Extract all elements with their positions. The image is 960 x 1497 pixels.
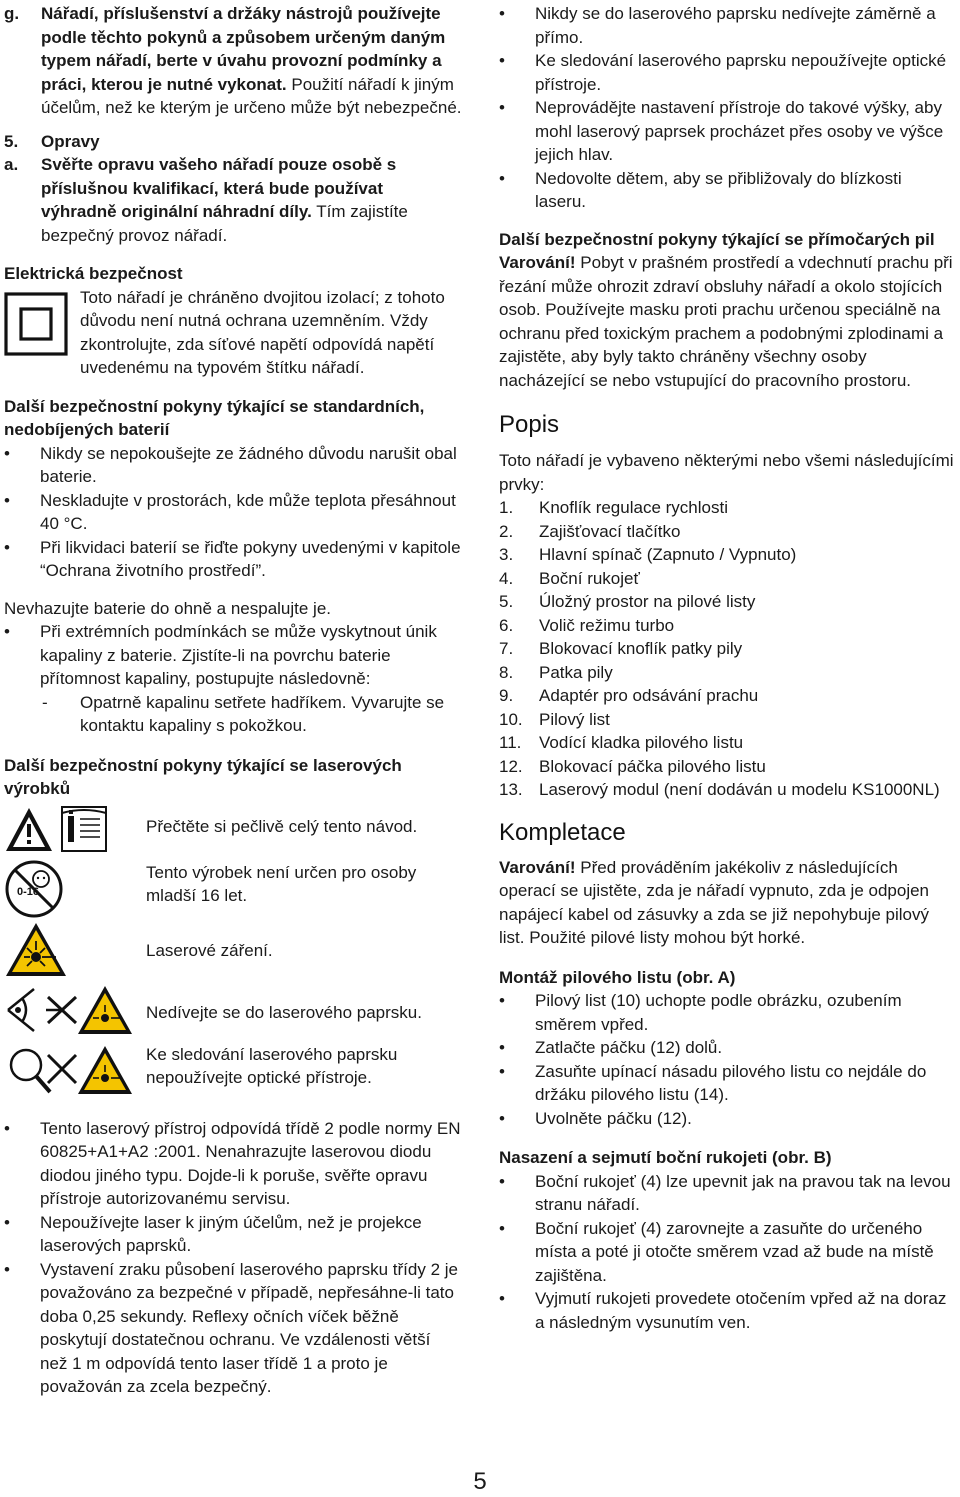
parts-list-number: 8.: [499, 662, 514, 682]
parts-list-number: 13.: [499, 780, 523, 799]
side-handle-heading: Nasazení a sejmutí boční rukojeti (obr. B): [499, 1148, 832, 1167]
description-heading: Popis: [499, 411, 560, 438]
bullet-marker: •: [4, 490, 10, 510]
parts-list-item: [499, 778, 957, 802]
assembly-warning: [499, 856, 957, 950]
parts-list-label: Zajišťovací tlačítko: [539, 521, 681, 541]
laser-bullet: [499, 96, 957, 167]
parts-list-label: Adaptér pro odsávání prachu: [539, 686, 759, 705]
bullet-text: Boční rukojeť (4) lze upevnit jak na pravou tak na levou stranu nářadí.: [535, 1171, 951, 1214]
description-intro: Toto nářadí je vybaveno některými nebo všemi následujícími prvky:: [499, 451, 954, 494]
parts-list-label: Pilový list: [539, 709, 610, 729]
blade-mount-bullet: [499, 1107, 957, 1131]
parts-list-item: [499, 755, 957, 779]
bullet-marker: •: [499, 1108, 505, 1128]
electric-safety-heading: Elektrická bezpečnost: [4, 264, 183, 283]
laser-icon-text: Tento výrobek není určen pro osoby mladší 16 let.: [146, 862, 417, 905]
parts-list-number: 10.: [499, 709, 523, 729]
bullet-marker: •: [499, 1061, 505, 1081]
parts-list-item: [499, 590, 957, 614]
laser-icon-row: [4, 859, 462, 921]
bullet-text: Ke sledování laserového paprsku nepoužívejte optické přístroje.: [535, 51, 947, 94]
laser-icon-row: [4, 805, 462, 859]
warning-text: Pobyt v prašném prostředí a vdechnutí prachu při řezání může ohrozit zdraví obsluhy nářadí a okolo stojících osob. Používejte masku proti prachu určenou speciálně na ochranu před toxickým prachem a podobnými zplodinami a zajistěte, aby byly takto chráněny všechny osoby nacházející se nebo vstupující do pracovního prostoru.: [499, 253, 953, 390]
laser-bullet: [499, 49, 957, 96]
laser-bullet: [4, 1211, 462, 1258]
bullet-marker: •: [499, 168, 505, 188]
blade-mount-heading: Montáž pilového listu (obr. A): [499, 967, 736, 987]
parts-list-number: 9.: [499, 686, 514, 705]
rule-a-bold: Svěřte opravu vašeho nářadí pouze osobě s příslušnou kvalifikací, která bude používat výhradně originální náhradní díly.: [41, 155, 397, 221]
warning-label: Varování!: [499, 253, 576, 272]
bullet-marker: •: [499, 1218, 505, 1238]
parts-list-number: 5.: [499, 592, 514, 611]
section-title: Opravy: [41, 131, 100, 151]
bullet-marker: •: [499, 991, 505, 1010]
bullet-text: Zatlačte páčku (12) dolů.: [535, 1038, 723, 1057]
rule-g: [4, 2, 462, 120]
dash-text: Opatrně kapalinu setřete hadříkem. Vyvarujte se kontaktu kapaliny s pokožkou.: [80, 692, 445, 735]
blade-mount-bullet: [499, 1036, 957, 1060]
parts-list: [499, 496, 957, 802]
bullet-marker: •: [4, 622, 10, 641]
parts-list-number: 4.: [499, 568, 514, 588]
parts-list-label: Blokovací páčka pilového listu: [539, 756, 766, 776]
parts-list-item: [499, 661, 957, 685]
bullet-marker: •: [4, 1212, 10, 1232]
parts-list-number: 1.: [499, 498, 514, 517]
parts-list-label: Hlavní spínač (Zapnuto / Vypnuto): [539, 545, 797, 564]
section-repairs: [4, 130, 462, 154]
laser-icon-row: [4, 921, 462, 983]
laser-icon-row: [4, 983, 462, 1043]
battery-leak-bullet: [4, 620, 462, 691]
rule-g-bold: Nářadí, příslušenství a držáky nástrojů používejte podle těchto pokynů a způsobem určeným daným typem nářadí, berte v úvahu provozní podmínky a práci, kterou je nutné vykonat.: [41, 4, 446, 94]
laser-icon-text: Ke sledování laserového paprsku nepoužívejte optické přístroje.: [146, 1044, 398, 1087]
electric-safety-block: [4, 286, 462, 380]
battery-fire-note: Nevhazujte baterie do ohně a nespalujte je.: [4, 598, 332, 618]
bullet-text: Při extrémních podmínkách se může vyskytnout únik kapaliny z baterie. Zjistíte-li na povrchu baterie přítomnost kapaliny, postupujte následovně:: [40, 622, 437, 688]
battery-leak-dash: [4, 691, 462, 738]
electric-safety-text: Toto nářadí je chráněno dvojitou izolací; z tohoto důvodu není nutná ochrana uzemněním. Vždy zkontrolujte, zda síťové napětí odpovídá napětí uvedenému na typovém štítku nářadí.: [80, 287, 445, 377]
side-handle-bullet: [499, 1170, 957, 1217]
parts-list-number: 2.: [499, 521, 514, 541]
bullet-marker: •: [499, 1171, 505, 1191]
age-badge-text: 0-16: [17, 885, 40, 898]
parts-list-label: Vodící kladka pilového listu: [539, 733, 744, 752]
bullet-text: Neprovádějte nastavení přístroje do takové výšky, aby mohl laserový paprsek procházet přes osoby ve výšce jejich hlav.: [535, 98, 944, 164]
parts-list-number: 12.: [499, 756, 523, 776]
laser-bullet: [4, 1258, 462, 1399]
right-column: [499, 0, 957, 1334]
parts-list-item: [499, 496, 957, 520]
bullet-text: Vyjmutí rukojeti provedete otočením vpřed až na doraz a následným vysunutím ven.: [535, 1289, 947, 1332]
parts-list-label: Úložný prostor na pilové listy: [539, 592, 756, 611]
bullet-text: Nikdy se nepokoušejte ze žádného důvodu narušit obal baterie.: [40, 443, 457, 486]
bullet-text: Nepoužívejte laser k jiným účelům, než je projekce laserových paprsků.: [40, 1212, 422, 1255]
laser-icon-text: Přečtěte si pečlivě celý tento návod.: [146, 816, 418, 836]
bullet-marker: •: [4, 443, 10, 463]
parts-list-label: Patka pily: [539, 662, 613, 682]
section-number: 5.: [4, 131, 19, 151]
rule-marker: a.: [4, 155, 19, 174]
parts-list-label: Laserový modul (není dodáván u modelu KS1000NL): [539, 780, 940, 799]
parts-list-label: Volič režimu turbo: [539, 615, 675, 635]
rule-a-text: Tím zajistíte bezpečný provoz nářadí.: [41, 202, 408, 245]
double-insulation-icon: [4, 292, 68, 356]
rule-g-text: Použití nářadí k jiným účelům, než ke kterým je určeno může být nebezpečné.: [41, 74, 462, 117]
blade-mount-bullet: [499, 989, 957, 1036]
bullet-text: Pilový list (10) uchopte podle obrázku, ozubením směrem vpřed.: [535, 991, 902, 1034]
rule-a: [4, 153, 462, 247]
jigsaw-safety-text: [499, 251, 957, 392]
parts-list-number: 3.: [499, 545, 514, 564]
parts-list-number: 7.: [499, 639, 514, 658]
parts-list-item: [499, 684, 957, 708]
parts-list-item: [499, 520, 957, 544]
blade-mount-bullet: [499, 1060, 957, 1107]
dash-marker: -: [42, 692, 48, 712]
jigsaw-safety-heading: Další bezpečnostní pokyny týkající se přímočarých pil: [499, 229, 935, 249]
side-handle-bullet: [499, 1287, 957, 1334]
bullet-marker: •: [499, 1038, 505, 1057]
laser-bullet: [499, 2, 957, 49]
battery-bullet: [4, 489, 462, 536]
laser-icon-text: Nedívejte se do laserového paprsku.: [146, 1002, 422, 1022]
laser-heading: Další bezpečnostní pokyny týkající se laserových výrobků: [4, 755, 402, 798]
bullet-marker: •: [4, 537, 10, 557]
parts-list-label: Knoflík regulace rychlosti: [539, 498, 728, 517]
age-restriction-icon: [4, 859, 64, 919]
parts-list-number: 6.: [499, 615, 514, 635]
bullet-text: Uvolněte páčku (12).: [535, 1108, 692, 1128]
laser-icon-row: [4, 1043, 462, 1113]
bullet-text: Vystavení zraku působení laserového paprsku třídy 2 je považováno za bezpečné v případě, nepřesáhne-li tato doba 0,25 sekundy. Reflexy očních víček běžně poskytují dostatečnou ochranu. Ve vzdálenosti větší než 1 m odpovídá tento laser třídě 1 a proto je považován za zcela bezpečný.: [40, 1259, 458, 1396]
laser-radiation-icon: [4, 921, 68, 979]
bullet-text: Při likvidaci baterií se řiďte pokyny uvedenými v kapitole “Ochrana životního prostředí”.: [40, 537, 461, 580]
parts-list-label: Blokovací knoflík patky pily: [539, 639, 743, 658]
battery-bullet: [4, 536, 462, 583]
side-handle-bullet: [499, 1217, 957, 1288]
bullet-text: Nedovolte dětem, aby se přibližovaly do blízkosti laseru.: [535, 168, 902, 211]
laser-bullet: [499, 167, 957, 214]
bullet-marker: •: [499, 51, 505, 70]
parts-list-item: [499, 708, 957, 732]
rule-marker: g.: [4, 4, 20, 23]
battery-heading: Další bezpečnostní pokyny týkající se standardních, nedobíjených baterií: [4, 396, 425, 439]
parts-list-item: [499, 731, 957, 755]
laser-icon-list: [4, 805, 462, 1113]
bullet-text: Nikdy se do laserového paprsku nedívejte záměrně a přímo.: [535, 4, 936, 47]
bullet-text: Tento laserový přístroj odpovídá třídě 2 podle normy EN 60825+A1+A2 :2001. Nenahrazujte laserovou diodu diodou jiného typu. Dojde-li k poruše, svěřte opravu přístroje autorizovanému servisu.: [40, 1118, 461, 1208]
warning-label: Varování!: [499, 857, 576, 877]
parts-list-number: 11.: [499, 733, 522, 752]
assembly-heading: Kompletace: [499, 818, 626, 846]
parts-list-item: [499, 637, 957, 661]
bullet-marker: •: [499, 4, 505, 23]
parts-list-item: [499, 614, 957, 638]
warning-text: Před prováděním jakékoliv z následujících operací se ujistěte, zda je nářadí vypnuto, zda je odpojen napájecí kabel od zásuvky a zda se již nepohybuje pilový list. Použité pilové listy mohou být horké.: [499, 857, 930, 947]
laser-icon-text: Laserové záření.: [146, 940, 273, 960]
bullet-marker: •: [499, 98, 505, 117]
laser-bullet: [4, 1117, 462, 1211]
parts-list-item: [499, 543, 957, 567]
page-number: 5: [473, 1468, 487, 1495]
battery-bullet: [4, 442, 462, 489]
no-eye-laser-icon: [4, 983, 134, 1037]
parts-list-item: [499, 567, 957, 591]
no-optical-instrument-icon: [4, 1043, 134, 1097]
bullet-text: Boční rukojeť (4) zarovnejte a zasuňte do určeného místa a poté ji otočte směrem vzad až bude na místě zajištěna.: [535, 1218, 934, 1285]
bullet-marker: •: [4, 1259, 10, 1279]
parts-list-label: Boční rukojeť: [539, 568, 640, 588]
bullet-marker: •: [4, 1118, 10, 1138]
bullet-text: Zasuňte upínací násadu pilového listu co nejdále do držáku pilového listu (14).: [535, 1061, 927, 1104]
bullet-marker: •: [499, 1289, 505, 1308]
warning-manual-icon: [4, 805, 109, 855]
left-column: [4, 0, 462, 1399]
bullet-text: Neskladujte v prostorách, kde může teplota přesáhnout 40 °C.: [40, 490, 456, 533]
